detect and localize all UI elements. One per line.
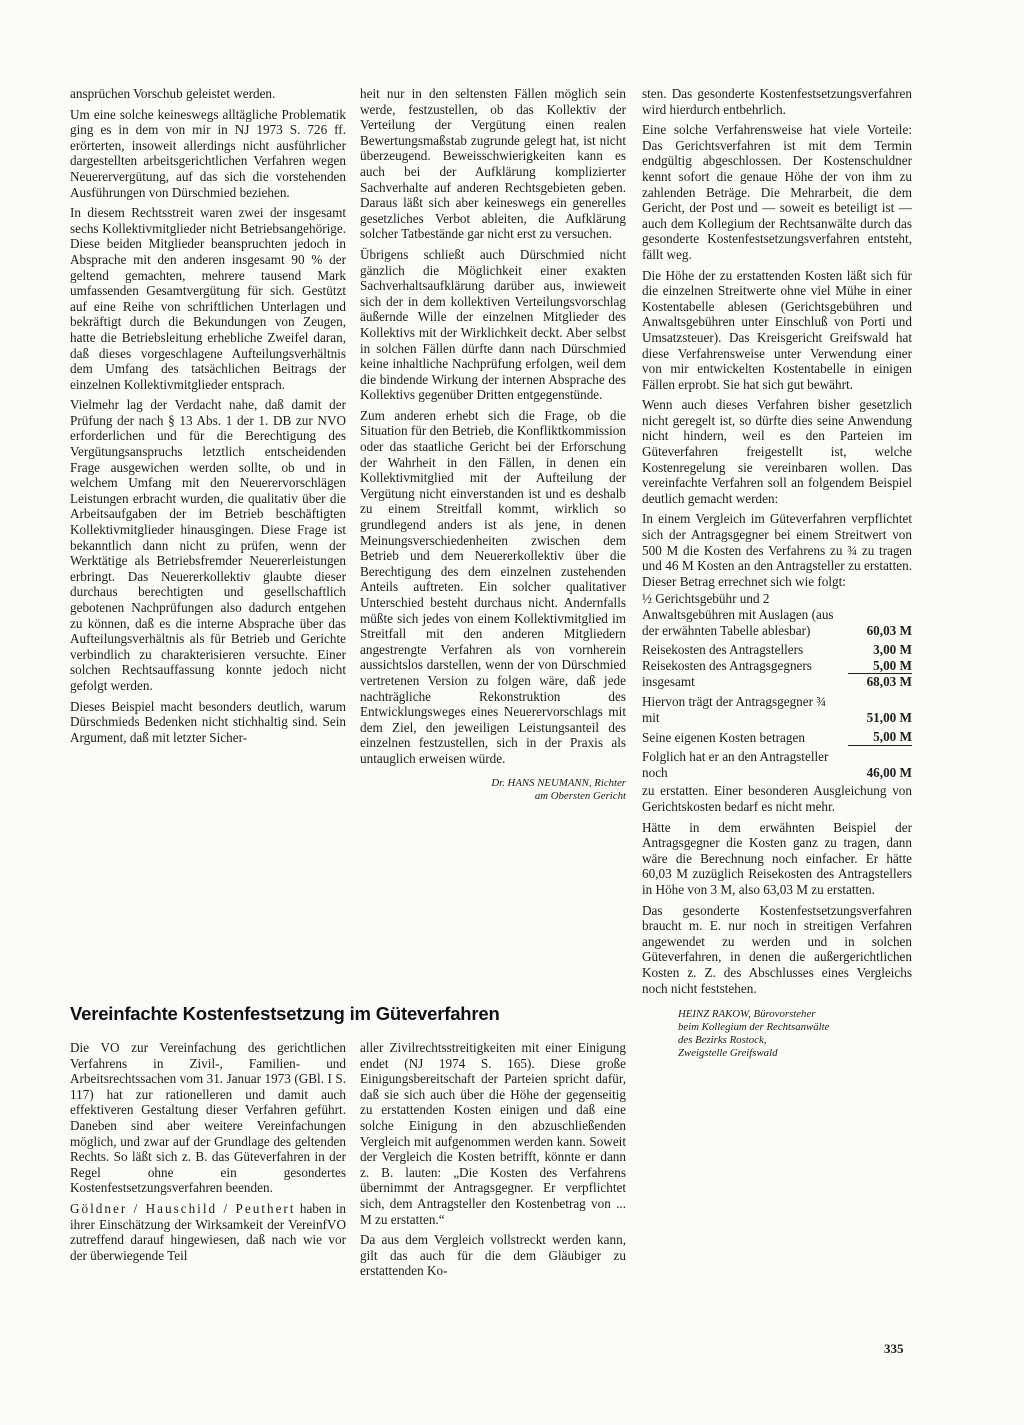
paragraph: aller Zivilrechtsstreitigkeiten mit einer Einigung endet (NJ 1974 S. 165). Diese große Einigungsbereitschaft der Parteien spricht dafür, daß sie sich auch über die Höhe der gegenseitig zu erstattenden Kosten einigen und daß eine solche Einigung in den abzuschließenden Vergleich mit aufgenommen werden kann. Soweit der Vergleich die Kosten betrifft, könnte er dann z. B. lauten: „Die Kosten des Verfahrens übernimmt der Antragsgegner. Er verpflichtet sich, dem Antragsteller den Kostenbetrag von ... M zu erstatten.“ bbox=[360, 1040, 626, 1227]
author-signature bbox=[360, 777, 626, 803]
paragraph: Vielmehr lag der Verdacht nahe, daß damit der Prüfung der nach § 13 Abs. 1 der 1. DB zur NVO erforderlichen und für die Berechtigung des Vergütungsanspruchs letztlich entscheidenden Frage ausgewichen werden sollte, ob und in welchem Umfang mit den Neuerervorschlägen Leistungen erbracht wurden, die qualitativ über die Arbeitsaufgaben der im Betrieb beschäftigten Kollektivmitglieder hinausgingen. Diese Frage ist bekanntlich dann nicht zu prüfen, wenn der Werktätige als Betriebsfremder Neuererleistungen erbringt. Das Neuererkollektiv glaubte dieser durchaus berechtigten und gesellschaftlich gebotenen Nachprüfungen also dadurch entgehen zu können, daß es die interne Absprache über das Aufteilungsverhältnis als für Betrieb und Gerichte verbindlich zu charakterisieren versuchte. Einer solchen Rechtsauffassung konnte jedoch nicht gefolgt werden. bbox=[70, 397, 346, 693]
calc-amount: 3,00 M bbox=[873, 642, 912, 658]
paragraph: heit nur in den seltensten Fällen möglich sein werde, festzustellen, ob das Kollektiv der Verteilung der Vergütung einen realen Bewertungsmaßstab zugrunde gelegt hat, ist nicht überzeugend. Beweisschwierigkeiten kann es auch bei der Aufklärung komplizierter Sachverhalte auf anderen Rechtsgebieten geben. Daraus läßt sich aber keineswegs ein generelles gesetzliches Verbot ableiten, die Aufklärung solcher Tatbestände gar nicht erst zu versuchen. bbox=[360, 86, 626, 242]
cost-calculation-table bbox=[642, 591, 912, 780]
signature-line: am Obersten Gericht bbox=[534, 789, 626, 802]
calc-label: Seine eigenen Kosten betragen bbox=[642, 729, 805, 745]
paragraph: In diesem Rechtsstreit waren zwei der insgesamt sechs Kollektivmitglieder nicht Betriebsangehörige. Diese beiden Mitglieder beanspruchten jedoch in Absprache mit den anderen insgesamt 90 % der geltend gemachten, mehrere tausend Mark umfassenden Gesamtvergütung für sich. Gestützt auf eine Reihe von schriftlichen Unterlagen und bekräftigt durch die Bekundungen von Zeugen, hatte die Betriebsleitung erhebliche Zweifel daran, daß dieses vorgeschlagene Aufteilungsverhältnis dem Umfang des tatsächlichen Beitrags der einzelnen Kollektivmitglieder entsprach. bbox=[70, 205, 346, 392]
paragraph: Die VO zur Vereinfachung des gerichtlichen Verfahrens in Zivil-, Familien- und Arbeitsrechtssachen vom 31. Januar 1973 (GBl. I S. 117) hat zur rationelleren und damit auch effektiveren Gestaltung dieser Verfahren geführt. Daneben sind aber weitere Vereinfachungen möglich, und zwar auf der Grundlage des geltenden Rechts. So läßt sich z. B. das Güteverfahren in der Regel ohne ein gesondertes Kostenfestsetzungsverfahren beenden. bbox=[70, 1040, 346, 1196]
article-headline: Vereinfachte Kostenfestsetzung im Güteverfahren bbox=[70, 1003, 500, 1024]
article2-column-1 bbox=[70, 1040, 346, 1268]
calc-label: Folglich hat er an den Antragsteller noch bbox=[642, 749, 829, 780]
paragraph: Wenn auch dieses Verfahren bisher gesetzlich nicht geregelt ist, so dürfte dies seine Anwendung nicht hindern, weil es den Parteien im Güteverfahren freigestellt ist, welche Kostenregelung sie vereinbaren wollen. Das vereinfachte Verfahren soll an folgendem Beispiel deutlich gemacht werden: bbox=[642, 397, 912, 506]
signature-line: Zweigstelle Greifswald bbox=[678, 1047, 778, 1060]
author-signature bbox=[678, 1008, 912, 1060]
cited-authors: Göldner / Hauschild / Peuthert bbox=[70, 1200, 296, 1216]
paragraph: Dieses Beispiel macht besonders deutlich, warum Dürschmieds Bedenken nicht stichhaltig sind. Sein Argument, daß mit letzter Sicher- bbox=[70, 698, 346, 745]
signature-line: des Bezirks Rostock, bbox=[678, 1034, 767, 1047]
calc-label: Hiervon trägt der Antragsgegner ¾ mit bbox=[642, 693, 827, 725]
paragraph: Da aus dem Vergleich vollstreckt werden kann, gilt das auch für die dem Gläubiger zu erstattenden Ko- bbox=[360, 1232, 626, 1279]
page-number: 335 bbox=[884, 1341, 904, 1356]
paragraph: zu erstatten. Einer besonderen Ausgleichung von Gerichtskosten bedarf es nicht mehr. bbox=[642, 783, 912, 815]
article1-column-2 bbox=[360, 86, 626, 803]
calc-amount: 5,00 M bbox=[848, 725, 912, 745]
calc-label: Reisekosten des Antragsgegners bbox=[642, 658, 812, 674]
calc-amount: 46,00 M bbox=[866, 764, 912, 780]
paragraph: ansprüchen Vorschub geleistet werden. bbox=[70, 86, 276, 101]
calc-amount: 5,00 M bbox=[848, 658, 912, 674]
paragraph: Hätte in dem erwähnten Beispiel der Antragsgegner die Kosten ganz zu tragen, dann wäre die Berechnung noch einfacher. Er hätte 60,03 M zuzüglich Reisekosten des Antragstellers in Höhe von 3 M, also 63,03 M zu erstatten. bbox=[642, 819, 912, 897]
article1-column-1 bbox=[70, 86, 346, 750]
calc-amount: 68,03 M bbox=[866, 674, 912, 690]
calc-row bbox=[642, 658, 912, 674]
calc-row bbox=[642, 674, 912, 690]
paragraph: Das gesonderte Kostenfestsetzungsverfahren braucht m. E. nur noch in streitigen Verfahren angewendet zu werden und in solchen Güteverfahren, in denen die außergerichtlichen Kosten z. Z. des Abschlusses eines Vergleichs noch nicht feststehen. bbox=[642, 902, 912, 996]
calc-label: ½ Gerichtsgebühr und 2 Anwaltsgebühren mit Auslagen (aus der erwähnten Tabelle ablesbar) bbox=[642, 591, 834, 638]
paragraph: Zum anderen erhebt sich die Frage, ob die Situation für den Betrieb, die Konfliktkommission oder das staatliche Gericht bei der Erforschung der Wahrheit in den Fällen, in denen ein Kollektivmitglied mit der Aufteilung der Vergütung nicht einverstanden ist und es deshalb zu einem Streitfall kommt, wirklich so grundlegend anders ist als jene, in denen Meinungsverschiedenheiten zwischen dem Betrieb und dem Neuererkollektiv über die Berechtigung des dem einzelnen zustehenden Anteils auftreten. Ein solcher qualitativer Unterschied besteht durchaus nicht. Andernfalls müßte sich jedes von einem Kollektivmitglied im Streitfall mit den anderen Mitgliedern angestrengte Verfahren als von vornherein aussichtslos darstellen, wenn der von Dürschmied vertretenen Version zu folgen wäre, daß jede nachträgliche Rekonstruktion des Entwicklungsweges eines Neuerervorschlags mit dem Ziel, den jeweiligen Leistungsanteil des einzelnen festzustellen, sich in der Praxis als untauglich erweisen würde. bbox=[360, 407, 626, 766]
calc-label: Reisekosten des Antragstellers bbox=[642, 642, 804, 658]
calc-row bbox=[642, 690, 912, 725]
paragraph: Eine solche Verfahrensweise hat viele Vorteile: Das Gerichtsverfahren ist mit dem Termin endgültig abgeschlossen. Der Kostenschuldner kennt sofort die genaue Höhe der von ihm zu zahlenden Beträge. Die Mehrarbeit, die dem Gericht, der Post und — soweit es beteiligt ist — auch dem Kollegium der Rechtsanwälte durch das gesonderte Kostenfestsetzungsverfahren entsteht, fällt weg. bbox=[642, 122, 912, 262]
calc-row bbox=[642, 725, 912, 745]
paragraph: Die Höhe der zu erstattenden Kosten läßt sich für die einzelnen Streitwerte ohne viel Mühe in einer Kostentabelle ablesen (Gerichtsgebühren und Anwaltsgebühren unter Einschluß von Porti und Umsatzsteuer). Das Kreisgericht Greifswald hat diese Verfahrensweise unter Verwendung einer von mir entwickelten Kostentabelle in einigen Fällen erprobt. Sie hat sich gut bewährt. bbox=[642, 267, 912, 392]
signature-line: beim Kollegium der Rechtsanwälte bbox=[678, 1021, 830, 1034]
paragraph: Um eine solche keineswegs alltägliche Problematik ging es in dem von mir in NJ 1973 S. 726 ff. erörterten, insoweit allerdings nicht ausführlicher dargestellten arbeitsgerichtlichen Verfahren wegen Neuerervergütung, auf das sich die vorstehenden Ausführungen von Dürschmied beziehen. bbox=[70, 106, 346, 200]
article2-column-2 bbox=[360, 1040, 626, 1284]
article2-column-3 bbox=[642, 86, 912, 1060]
paragraph-text: haben in ihrer Einschätzung der Wirksamkeit der VereinfVO zutreffend darauf hingewiesen, daß nach wie vor der überwiegende Teil bbox=[70, 1200, 346, 1263]
calc-amount: 51,00 M bbox=[866, 709, 912, 725]
paragraph: In einem Vergleich im Güteverfahren verpflichtet sich der Antragsgegner bei einem Streitwert von 500 M die Kosten des Verfahrens zu ¾ zu tragen und 46 M Kosten an den Antragsteller zu erstatten. Dieser Betrag errechnet sich wie folgt: bbox=[642, 511, 912, 589]
calc-label: insgesamt bbox=[642, 674, 695, 690]
signature-line: Dr. HANS NEUMANN, Richter bbox=[491, 776, 626, 789]
signature-line: HEINZ RAKOW, Bürovorsteher bbox=[678, 1008, 816, 1021]
paragraph: sten. Das gesonderte Kostenfestsetzungsverfahren wird hierdurch entbehrlich. bbox=[642, 86, 912, 117]
calc-row bbox=[642, 638, 912, 658]
calc-amount: 60,03 M bbox=[866, 622, 912, 638]
calc-row bbox=[642, 745, 912, 780]
paragraph bbox=[70, 1201, 346, 1263]
calc-row bbox=[642, 591, 912, 638]
paragraph: Übrigens schließt auch Dürschmied nicht gänzlich die Möglichkeit einer exakten Sachverhaltsaufklärung darüber aus, inwieweit sich der in dem kollektiven Verteilungsvorschlag äußernde Wille der einzelnen Mitglieder des Kollektivs mit der Wirklichkeit deckt. Aber selbst in solchen Fällen dürfte dann nach Dürschmied keine inhaltliche Nachprüfung erfolgen, weil dem die bindende Wirkung der internen Absprache des Kollektivs gegenüber Dritten entgegenstünde. bbox=[360, 246, 626, 403]
